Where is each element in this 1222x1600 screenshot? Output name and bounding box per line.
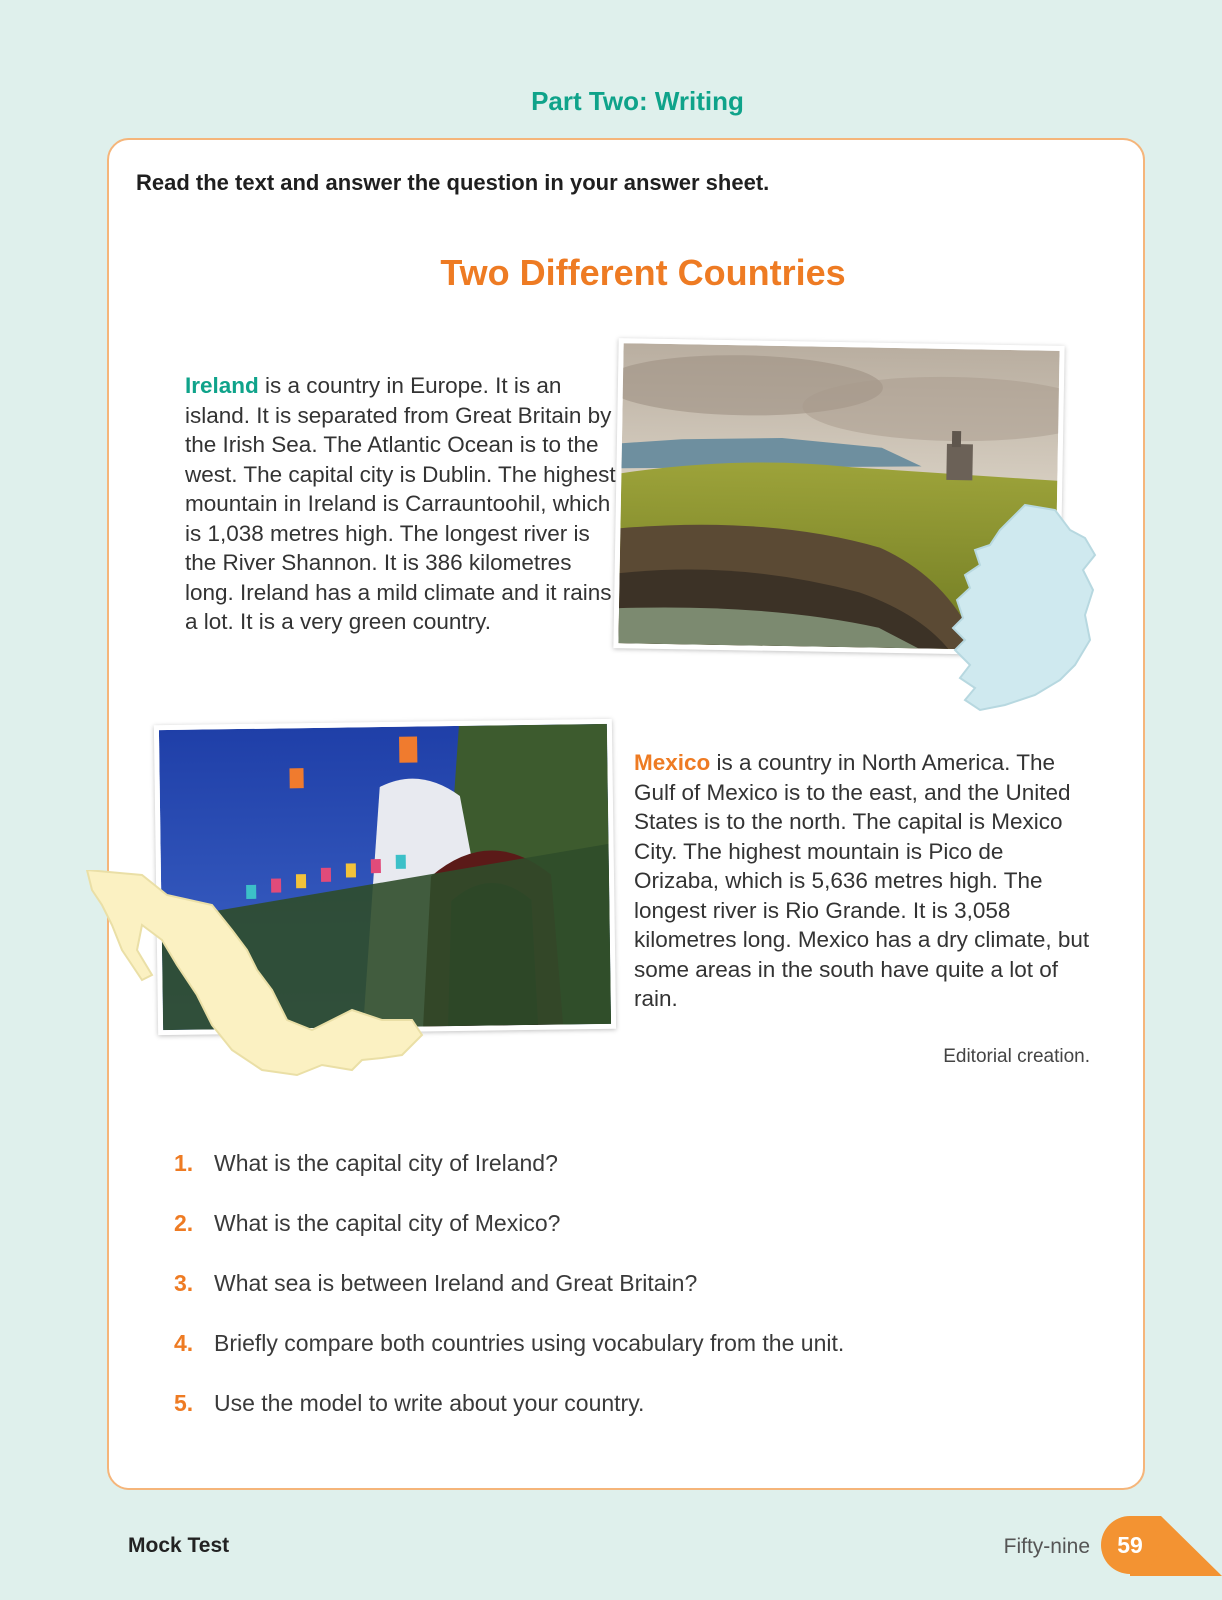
ireland-text: is a country in Europe. It is an island. It is separated from Great Britain by the Irish Sea. The Atlantic Ocean is to the west. The capital city is Dublin. The highest mountain in Ireland is Carrauntoohil, which is 1,038 metres high. The longest river is the River Shannon. It is 386 kilometres long. Ireland has a mild climate and it rains a lot. It is a very green country. bbox=[185, 373, 616, 634]
ireland-paragraph bbox=[185, 371, 625, 637]
mexico-text: is a country in North America. The Gulf of Mexico is to the east, and the United States is to the north. The capital is Mexico City. The highest mountain is Pico de Orizaba, which is 5,636 metres high. The longest river is Rio Grande. It is 3,058 kilometres long. Mexico has a dry climate, but some areas in the south have quite a lot of rain. bbox=[634, 750, 1090, 1011]
mexico-keyword: Mexico bbox=[634, 750, 711, 775]
question-number: 5. bbox=[174, 1390, 194, 1416]
section-title: Part Two: Writing bbox=[531, 86, 744, 116]
footer-page-words: Fifty-nine bbox=[1003, 1535, 1090, 1558]
question-text: What is the capital city of Mexico? bbox=[214, 1210, 561, 1236]
question-number: 1. bbox=[174, 1150, 194, 1176]
question-item bbox=[174, 1270, 844, 1330]
question-item bbox=[174, 1210, 844, 1270]
question-item bbox=[174, 1150, 844, 1210]
question-list bbox=[174, 1150, 844, 1450]
footer-section-label: Mock Test bbox=[128, 1534, 230, 1557]
article-title: Two Different Countries bbox=[440, 252, 846, 293]
question-text: Use the model to write about your country. bbox=[214, 1390, 645, 1416]
question-item bbox=[174, 1390, 844, 1450]
question-text: What is the capital city of Ireland? bbox=[214, 1150, 558, 1176]
editorial-credit: Editorial creation. bbox=[943, 1046, 1090, 1067]
mexico-paragraph bbox=[634, 748, 1094, 1014]
question-text: Briefly compare both countries using vocabulary from the unit. bbox=[214, 1330, 845, 1356]
mexico-map-icon bbox=[82, 870, 442, 1090]
ireland-keyword: Ireland bbox=[185, 373, 259, 398]
question-number: 3. bbox=[174, 1270, 194, 1296]
ireland-map-icon bbox=[945, 500, 1125, 720]
question-text: What sea is between Ireland and Great Britain? bbox=[214, 1270, 698, 1296]
instruction-text: Read the text and answer the question in your answer sheet. bbox=[136, 170, 770, 195]
question-number: 2. bbox=[174, 1210, 194, 1236]
question-item bbox=[174, 1330, 844, 1390]
question-number: 4. bbox=[174, 1330, 194, 1356]
page-number-badge: 59 bbox=[1101, 1516, 1159, 1574]
